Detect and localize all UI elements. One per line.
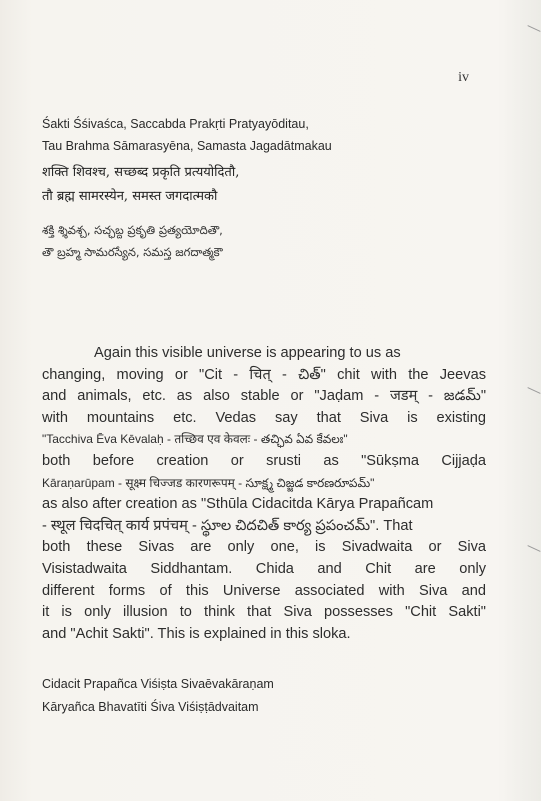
verse-top-roman-line-1: Śakti Śśivaśca, Saccabda Prakṛti Pratyayōditau, [42, 117, 309, 131]
paragraph-line-13: it is only illusion to think that Siva possesses "Chit Sakti" [42, 604, 486, 621]
verse-bottom-roman-line-1: Cidacit Prapañca Viśiṣta Sivaēvakāraṇam [42, 677, 274, 691]
verse-top-devanagari-line-1: शक्ति शिवश्च, सच्छब्द प्रकृति प्रत्ययोदितौ, [42, 165, 240, 180]
paragraph-line-14: and "Achit Sakti". This is explained in this sloka. [42, 625, 351, 642]
paragraph-line-12: different forms of this Universe associated with Siva and [42, 582, 486, 599]
edge-scratch [527, 387, 540, 394]
paragraph-line-4: with mountains etc. Vedas say that Siva is existing [42, 409, 486, 426]
paragraph-line-1: Again this visible universe is appearing to us as [94, 345, 401, 361]
verse-top-devanagari-line-2: तौ ब्रह्म सामरस्येन, समस्त जगदात्मकौ [42, 189, 218, 204]
verse-top [42, 113, 482, 263]
paragraph-line-6: both before creation or srusti as "Sūkṣma Cijjaḍa [42, 452, 486, 469]
verse-top-roman-line-2: Tau Brahma Sāmarasyēna, Samasta Jagadātmakau [42, 139, 332, 153]
paragraph-line-9: - स्थूल चिदचित् कार्य प्रपंचम् - స్థూల చిదచిత్ కార్య ప్రపంచమ్". That [42, 517, 413, 534]
verse-top-telugu-line-2: తౌ బ్రహ్మ సామరస్యేన, సమస్త జగదాత్మకౌ [42, 245, 223, 259]
verse-bottom-roman-line-2: Kāryañca Bhavatīti Śiva Viśiṣṭādvaitam [42, 700, 259, 714]
paragraph-line-3: and animals, etc. as also stable or "Jaḍam - जडम् - జడమ్" [42, 388, 486, 405]
paragraph-line-10: both these Sivas are only one, is Sivadwaita or Siva [42, 539, 486, 556]
paragraph-line-11: Visistadwaita Siddhantam. Chida and Chit are only [42, 560, 486, 577]
paragraph-line-8: as also after creation as "Sthūla Cidacitda Kārya Prapañcam [42, 496, 434, 513]
paragraph-line-2: changing, moving or "Cit - चित् - చిత్" chit with the Jeevas [42, 366, 486, 383]
edge-scratch [527, 25, 540, 32]
paragraph-line-7: Kāraṇarūpam - सूक्ष्म चिज्जड कारणरूपम् - సూక్ష్మ చిజ్జడ కారణరూపమ్" [42, 475, 375, 490]
page-number: iv [458, 70, 469, 85]
paragraph-line-5: "Tacchiva Ēva Kēvalaḥ - तच्छिव एव केवलः - తచ్ఛివ ఏవ కేవలః" [42, 432, 348, 447]
explanation-paragraph [42, 343, 486, 645]
verse-bottom [42, 673, 482, 719]
edge-scratch [527, 545, 540, 552]
verse-top-telugu-line-1: శక్తి శ్శివశ్చ, సచ్ఛబ్ద ప్రకృతి ప్రత్యయోదితౌ, [42, 223, 223, 237]
